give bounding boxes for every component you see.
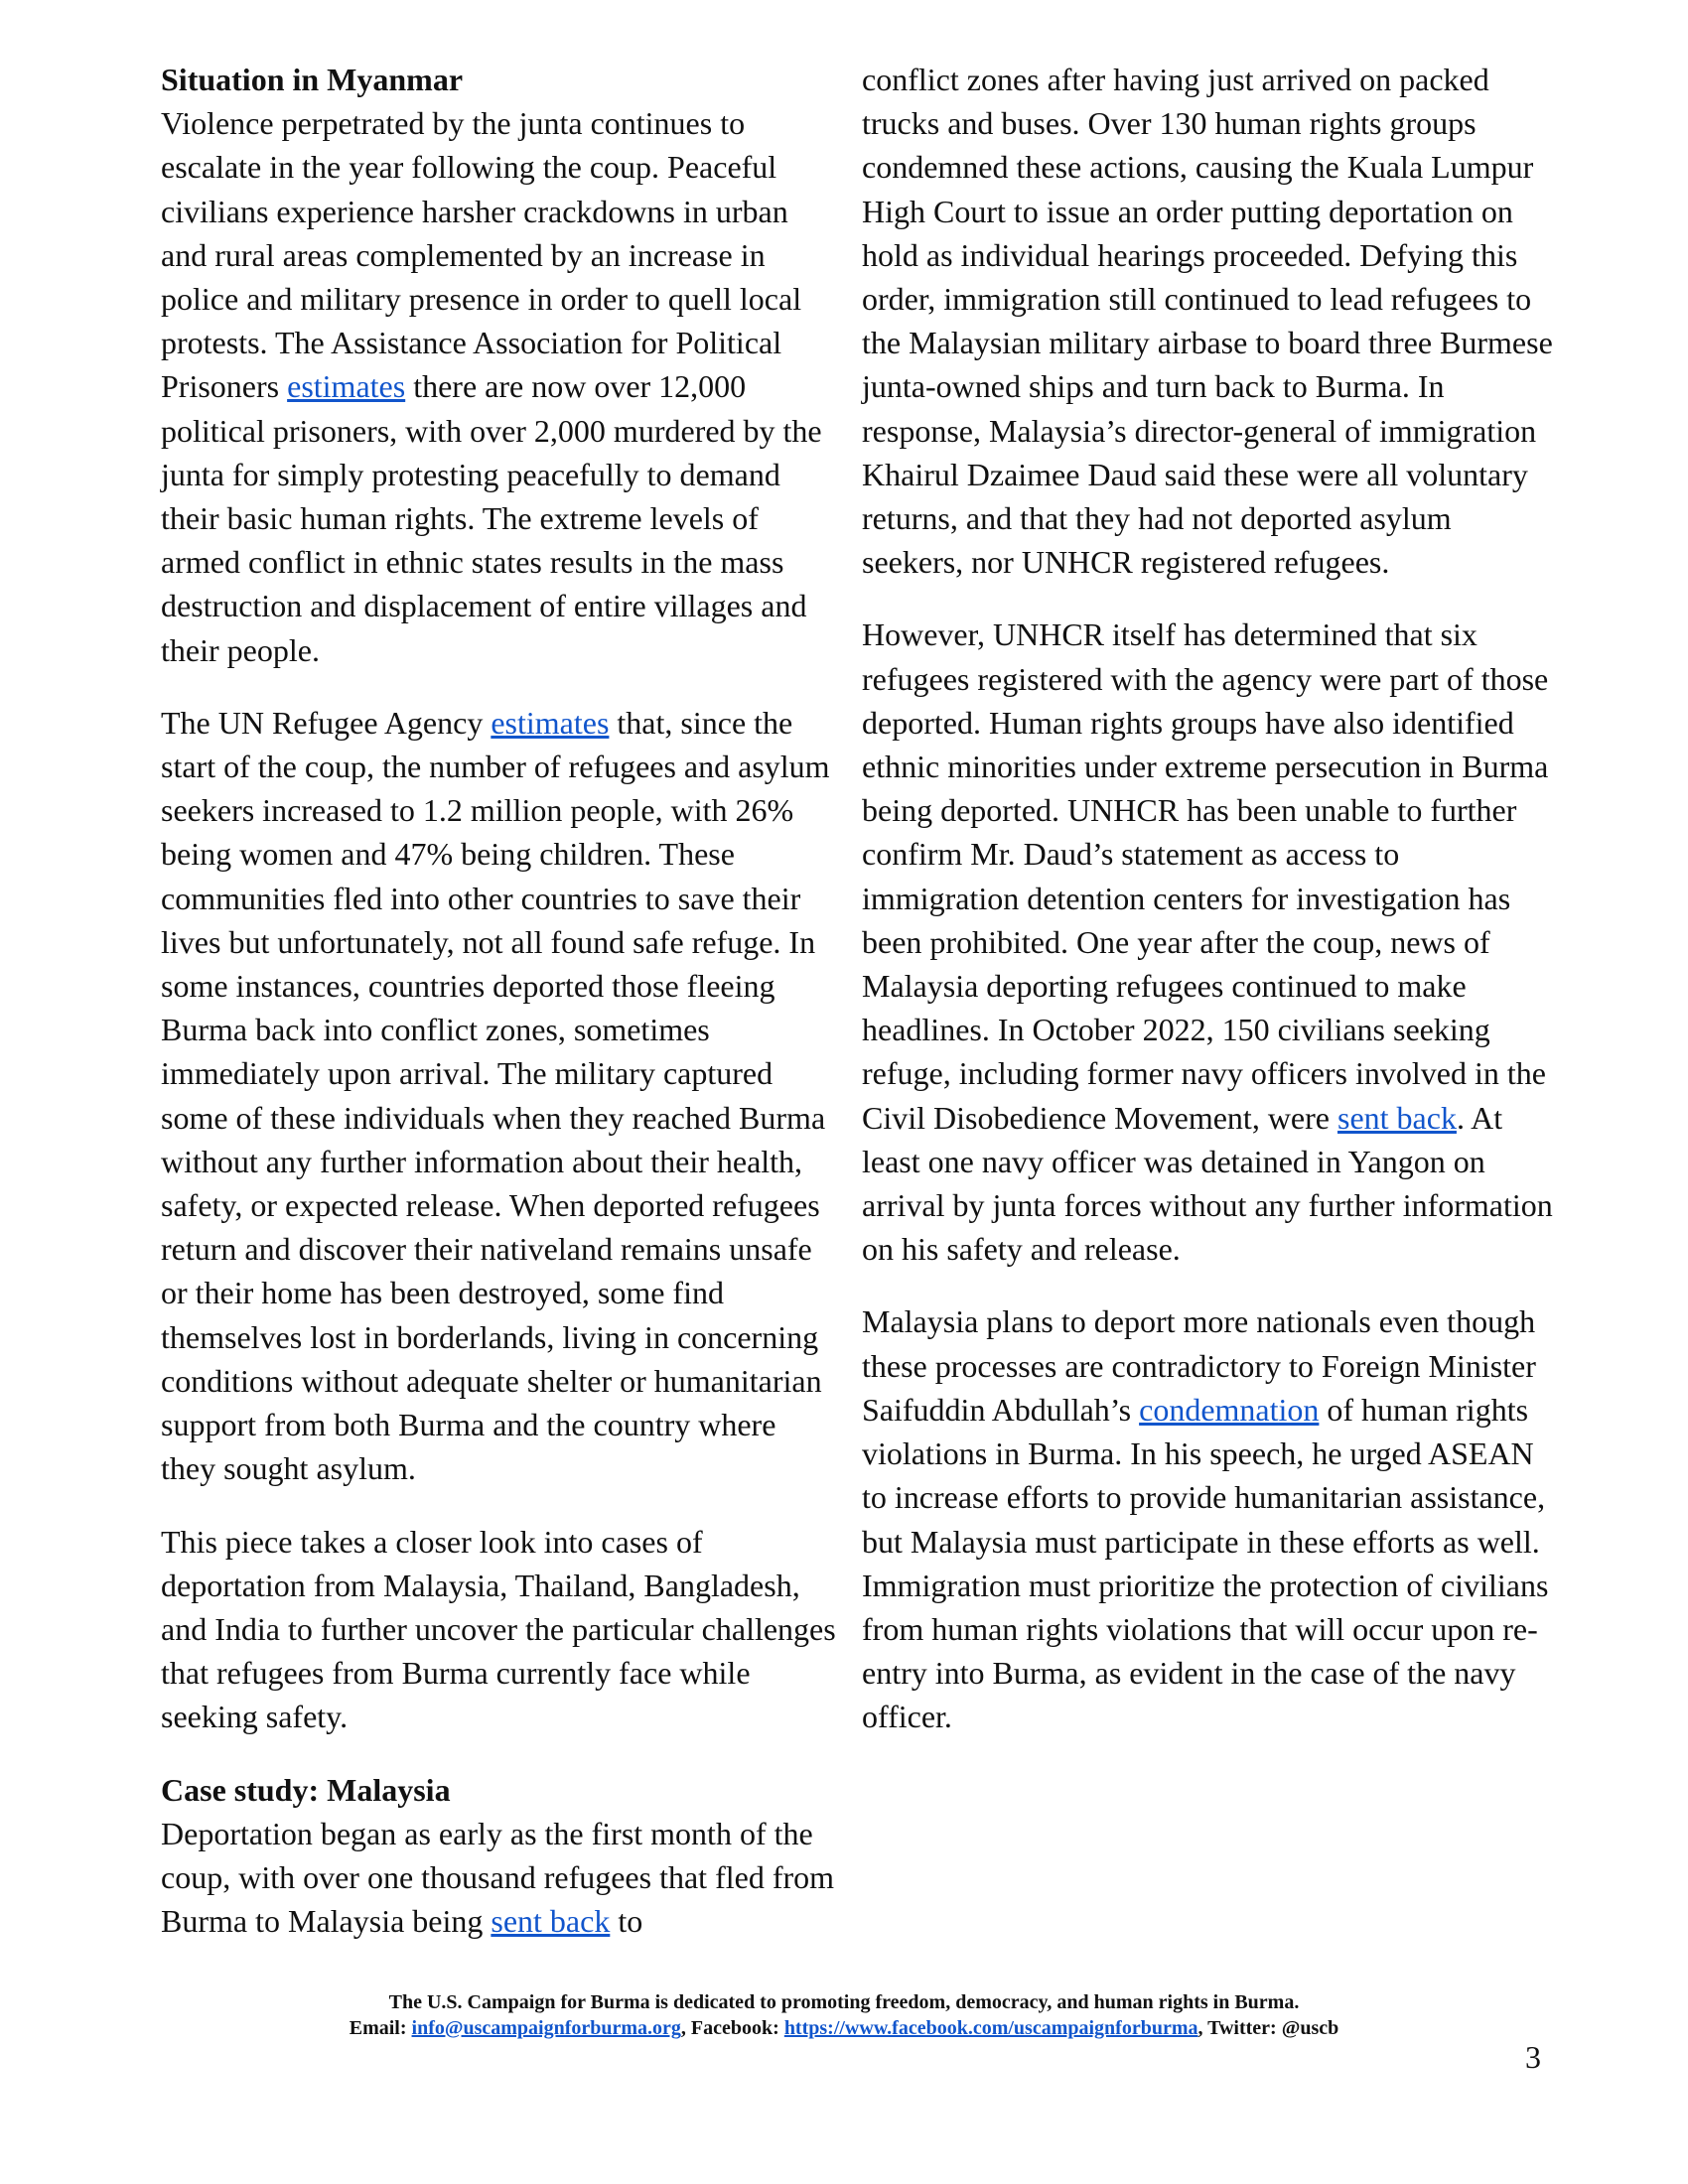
footer-contact-line xyxy=(0,2015,1688,2041)
footer-facebook-label: , Facebook: xyxy=(680,2017,784,2039)
footer-email-link[interactable]: info@uscampaignforburma.org xyxy=(411,2017,681,2039)
paragraph-unhcr-estimates xyxy=(161,701,836,1491)
footer-twitter-handle: , Twitter: @uscb xyxy=(1197,2017,1339,2039)
paragraph-text: Violence perpetrated by the junta continues to escalate in the year following the coup. Peaceful civilians experience harsher crackdowns in urban and rural areas complemented by an increase in police and military presence in order to quell local protests. The Assistance Association for Political Prisoners xyxy=(161,105,802,405)
paragraph-situation xyxy=(161,101,836,672)
section-heading-situation: Situation in Myanmar xyxy=(161,62,464,97)
right-column xyxy=(862,58,1557,1768)
paragraph-malaysia-start xyxy=(161,1812,836,1944)
page-number: 3 xyxy=(1525,2039,1541,2075)
paragraph-text: of human rights violations in Burma. In his speech, he urged ASEAN to increase efforts to provide humanitarian assistance, but Malaysia must participate in these efforts as well. Immigration must prioritize the protection of civilians from human rights violations that will occur upon re-entry into Burma, as evident in the case of the navy officer. xyxy=(862,1391,1549,1735)
estimates-link-unhcr[interactable]: estimates xyxy=(491,704,610,741)
paragraph-malaysia-continued: conflict zones after having just arrived on packed trucks and buses. Over 130 human rights groups condemned these actions, causing the Kuala Lumpur High Court to issue an order putting deportation on hold as individual hearings proceeded. Defying this order, immigration still continued to lead refugees to the Malaysian military airbase to board three Burmese junta-owned ships and turn back to Burma. In response, Malaysia’s director-general of immigration Khairul Dzaimee Daud said these were all voluntary returns, and that they had not deported asylum seekers, nor UNHCR registered refugees. xyxy=(862,62,1553,581)
section-heading-malaysia: Case study: Malaysia xyxy=(161,1771,451,1808)
sent-back-link-1[interactable]: sent back xyxy=(491,1903,611,1940)
paragraph-text: to xyxy=(610,1903,643,1940)
paragraph-unhcr-determined xyxy=(862,613,1557,1271)
left-column xyxy=(161,58,836,1972)
paragraph-text: Malaysia plans to deport more nationals even though these processes are contradictory to Foreign Minister Saifuddin Abdullah’s xyxy=(862,1303,1536,1428)
footer-email-label: Email: xyxy=(349,2017,412,2039)
page-footer xyxy=(0,1989,1688,2041)
paragraph-text: Deportation began as early as the first month of the coup, with over one thousand refugees that fled from Burma to Malaysia being xyxy=(161,1815,835,1940)
paragraph-text: However, UNHCR itself has determined that six refugees registered with the agency were part of those deported. Human rights groups have also identified ethnic minorities under extreme persecution in Burma being deported. UNHCR has been unable to further confirm Mr. Daud’s statement as access to immigration detention centers for investigation has been prohibited. One year after the coup, news of Malaysia deporting refugees continued to make headlines. In October 2022, 150 civilians seeking refuge, including former navy officers involved in the Civil Disobedience Movement, were xyxy=(862,616,1549,1136)
paragraph-text: there are now over 12,000 political prisoners, with over 2,000 murdered by the junta for simply protesting peacefully to demand their basic human rights. The extreme levels of armed conflict in ethnic states results in the mass destruction and displacement of entire villages and their people. xyxy=(161,368,822,668)
footer-mission-statement: The U.S. Campaign for Burma is dedicated to promoting freedom, democracy, and human rights in Burma. xyxy=(388,1991,1300,2013)
paragraph-text: The UN Refugee Agency xyxy=(161,704,492,741)
footer-facebook-link[interactable]: https://www.facebook.com/uscampaignforburma xyxy=(783,2017,1198,2039)
condemnation-link[interactable]: condemnation xyxy=(1139,1391,1320,1428)
paragraph-text: . At least one navy officer was detained in Yangon on arrival by junta forces without any further information on his safety and release. xyxy=(862,1099,1553,1268)
paragraph-malaysia-plans xyxy=(862,1299,1557,1738)
paragraph-intro-cases: This piece takes a closer look into cases of deportation from Malaysia, Thailand, Bangladesh, and India to further uncover the particular challenges that refugees from Burma currently face while seeking safety. xyxy=(161,1523,836,1735)
sent-back-link-2[interactable]: sent back xyxy=(1336,1099,1457,1136)
estimates-link-aapp[interactable]: estimates xyxy=(287,368,406,405)
paragraph-text: that, since the start of the coup, the number of refugees and asylum seekers increased to 1.2 million people, with 26% being women and 47% being children. These communities fled into other countries to save their lives but unfortunately, not all found safe refuge. In some instances, countries deported those fleeing Burma back into conflict zones, sometimes immediately upon arrival. The military captured some of these individuals when they reached Burma without any further information about their health, safety, or expected release. When deported refugees return and discover their nativeland remains unsafe or their home has been destroyed, some find themselves lost in borderlands, living in concerning conditions without adequate shelter or humanitarian support from both Burma and the country where they sought asylum. xyxy=(161,704,830,1487)
